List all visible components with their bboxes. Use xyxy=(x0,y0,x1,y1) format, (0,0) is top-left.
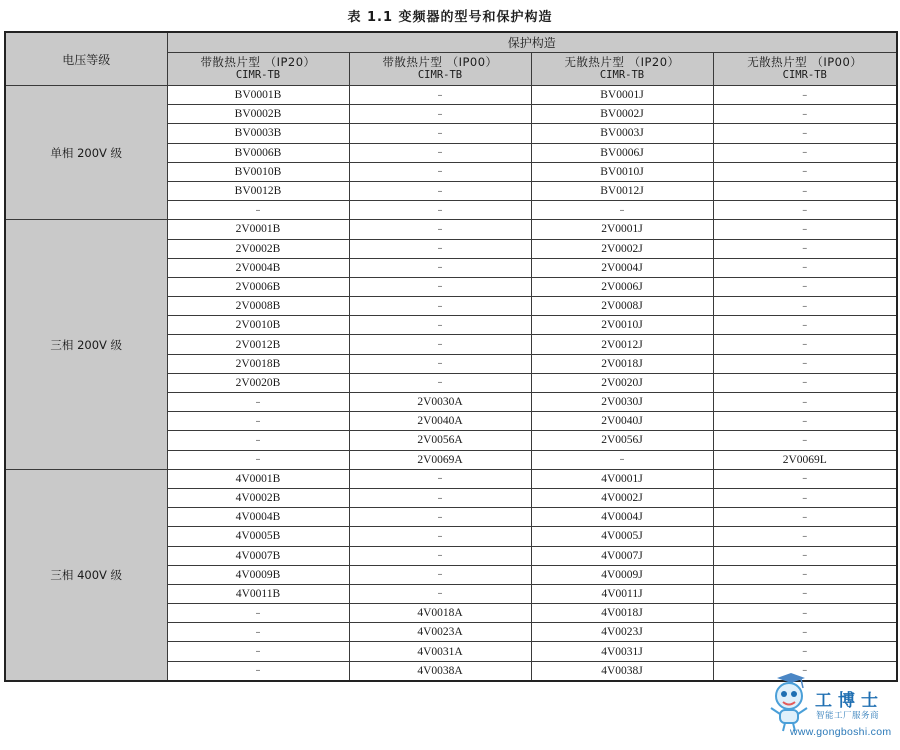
model-cell: 4V0002J xyxy=(531,488,713,507)
model-cell: – xyxy=(349,508,531,527)
model-cell: – xyxy=(349,527,531,546)
model-cell: 2V0001B xyxy=(167,220,349,239)
model-cell: – xyxy=(713,181,897,200)
watermark-subtitle: 智能工厂服务商 xyxy=(816,711,880,721)
model-cell: 2V0004J xyxy=(531,258,713,277)
model-cell: – xyxy=(349,584,531,603)
model-cell: – xyxy=(167,604,349,623)
model-cell: – xyxy=(713,335,897,354)
model-cell: 2V0012J xyxy=(531,335,713,354)
header-col-3 xyxy=(531,53,713,86)
table-caption: 表 1.1 变频器的型号和保护构造 xyxy=(347,10,553,25)
model-cell: BV0012J xyxy=(531,181,713,200)
model-cell: BV0006J xyxy=(531,143,713,162)
model-cell: 2V0030J xyxy=(531,393,713,412)
model-cell: 2V0020J xyxy=(531,373,713,392)
model-cell: – xyxy=(349,373,531,392)
model-cell: – xyxy=(349,297,531,316)
model-cell: 2V0012B xyxy=(167,335,349,354)
model-cell: – xyxy=(713,584,897,603)
model-cell: – xyxy=(713,220,897,239)
header-col-3-series: CIMR-TB xyxy=(599,69,645,81)
model-cell: 2V0069A xyxy=(349,450,531,469)
model-cell: BV0010J xyxy=(531,162,713,181)
model-cell: – xyxy=(349,124,531,143)
model-cell: – xyxy=(713,488,897,507)
header-protection: 保护构造 xyxy=(167,32,897,53)
model-cell: – xyxy=(531,201,713,220)
model-cell: – xyxy=(713,431,897,450)
model-cell: 4V0011J xyxy=(531,584,713,603)
model-cell: 4V0009B xyxy=(167,565,349,584)
model-protection-table xyxy=(4,31,898,682)
model-cell: 2V0001J xyxy=(531,220,713,239)
model-cell: – xyxy=(713,162,897,181)
model-cell: 4V0038J xyxy=(531,661,713,681)
model-cell: – xyxy=(713,373,897,392)
model-cell: – xyxy=(713,469,897,488)
model-cell: 2V0020B xyxy=(167,373,349,392)
header-col-4-series: CIMR-TB xyxy=(782,69,827,81)
model-cell: – xyxy=(713,258,897,277)
model-cell: – xyxy=(713,527,897,546)
table-row xyxy=(5,86,897,105)
model-cell: 2V0018B xyxy=(167,354,349,373)
model-cell: – xyxy=(167,201,349,220)
model-cell: 4V0007J xyxy=(531,546,713,565)
model-cell: BV0002J xyxy=(531,105,713,124)
header-col-2 xyxy=(349,53,531,86)
model-cell: 4V0005J xyxy=(531,527,713,546)
model-cell: 4V0001J xyxy=(531,469,713,488)
model-cell: 2V0018J xyxy=(531,354,713,373)
table-row xyxy=(5,469,897,488)
model-cell: 4V0018J xyxy=(531,604,713,623)
model-cell: – xyxy=(349,316,531,335)
model-cell: – xyxy=(349,354,531,373)
robot-mascot-icon xyxy=(765,672,815,734)
model-cell: 2V0030A xyxy=(349,393,531,412)
model-cell: – xyxy=(349,86,531,105)
model-cell: – xyxy=(713,277,897,296)
model-cell: 2V0040A xyxy=(349,412,531,431)
model-cell: – xyxy=(713,604,897,623)
model-cell: 4V0011B xyxy=(167,584,349,603)
model-cell: – xyxy=(713,201,897,220)
header-col-1-type: 带散热片型 （IP20） xyxy=(200,55,316,69)
model-cell: 2V0008J xyxy=(531,297,713,316)
model-cell: – xyxy=(349,220,531,239)
model-cell: – xyxy=(713,143,897,162)
model-cell: BV0010B xyxy=(167,162,349,181)
model-cell: 4V0001B xyxy=(167,469,349,488)
model-cell: 2V0010B xyxy=(167,316,349,335)
model-cell: 2V0010J xyxy=(531,316,713,335)
model-cell: 4V0007B xyxy=(167,546,349,565)
model-cell: 4V0023J xyxy=(531,623,713,642)
model-cell: 4V0031J xyxy=(531,642,713,661)
model-cell: BV0001B xyxy=(167,86,349,105)
model-cell: – xyxy=(167,661,349,681)
model-cell: BV0006B xyxy=(167,143,349,162)
header-col-2-type: 带散热片型 （IP00） xyxy=(382,55,498,69)
model-cell: 2V0008B xyxy=(167,297,349,316)
model-cell: 2V0004B xyxy=(167,258,349,277)
header-col-3-type: 无散热片型 （IP20） xyxy=(564,55,680,69)
model-cell: 4V0038A xyxy=(349,661,531,681)
header-col-4 xyxy=(713,53,897,86)
model-cell: – xyxy=(167,412,349,431)
model-cell: – xyxy=(713,297,897,316)
model-cell: 4V0031A xyxy=(349,642,531,661)
model-cell: – xyxy=(713,354,897,373)
model-cell: – xyxy=(349,277,531,296)
header-col-4-type: 无散热片型 （IP00） xyxy=(747,55,863,69)
model-cell: – xyxy=(713,393,897,412)
model-cell: – xyxy=(713,661,897,681)
model-cell: – xyxy=(713,546,897,565)
model-cell: – xyxy=(713,239,897,258)
model-cell: – xyxy=(349,469,531,488)
model-cell: – xyxy=(349,239,531,258)
model-cell: – xyxy=(531,450,713,469)
model-cell: – xyxy=(167,642,349,661)
table-row xyxy=(5,220,897,239)
model-cell: 4V0018A xyxy=(349,604,531,623)
model-cell: BV0003J xyxy=(531,124,713,143)
table-body xyxy=(5,86,897,681)
model-cell: – xyxy=(349,162,531,181)
model-cell: – xyxy=(713,105,897,124)
model-cell: – xyxy=(349,488,531,507)
model-cell: – xyxy=(713,623,897,642)
model-cell: BV0001J xyxy=(531,86,713,105)
model-cell: BV0002B xyxy=(167,105,349,124)
header-col-1 xyxy=(167,53,349,86)
model-cell: BV0003B xyxy=(167,124,349,143)
model-cell: – xyxy=(167,450,349,469)
model-cell: 2V0056J xyxy=(531,431,713,450)
voltage-class-label: 单相 200V 级 xyxy=(5,86,167,220)
watermark-url[interactable]: www.gongboshi.com xyxy=(790,726,892,738)
model-cell: 2V0006B xyxy=(167,277,349,296)
model-cell: 2V0040J xyxy=(531,412,713,431)
model-cell: – xyxy=(713,642,897,661)
model-cell: – xyxy=(349,258,531,277)
model-cell: 4V0023A xyxy=(349,623,531,642)
model-cell: – xyxy=(349,565,531,584)
voltage-class-label: 三相 200V 级 xyxy=(5,220,167,469)
model-cell: BV0012B xyxy=(167,181,349,200)
model-cell: – xyxy=(349,105,531,124)
model-cell: – xyxy=(167,393,349,412)
model-cell: 4V0005B xyxy=(167,527,349,546)
model-cell: 4V0004J xyxy=(531,508,713,527)
model-cell: – xyxy=(349,546,531,565)
model-cell: – xyxy=(713,508,897,527)
header-col-1-series: CIMR-TB xyxy=(235,69,281,81)
model-cell: – xyxy=(713,316,897,335)
model-cell: – xyxy=(713,86,897,105)
model-cell: – xyxy=(713,565,897,584)
model-cell: – xyxy=(349,143,531,162)
model-cell: 4V0002B xyxy=(167,488,349,507)
voltage-class-label: 三相 400V 级 xyxy=(5,469,167,681)
header-col-2-series: CIMR-TB xyxy=(417,69,463,81)
model-cell: – xyxy=(713,412,897,431)
model-cell: – xyxy=(167,431,349,450)
model-cell: 2V0002J xyxy=(531,239,713,258)
model-cell: – xyxy=(349,181,531,200)
header-voltage-class: 电压等级 xyxy=(5,32,167,86)
model-cell: – xyxy=(349,335,531,354)
model-cell: 2V0002B xyxy=(167,239,349,258)
model-cell: – xyxy=(167,623,349,642)
model-cell: – xyxy=(713,124,897,143)
model-cell: 2V0069L xyxy=(713,450,897,469)
model-cell: 2V0006J xyxy=(531,277,713,296)
model-cell: 2V0056A xyxy=(349,431,531,450)
watermark-title: 工博士 xyxy=(815,691,884,711)
model-cell: – xyxy=(349,201,531,220)
model-cell: 4V0009J xyxy=(531,565,713,584)
model-cell: 4V0004B xyxy=(167,508,349,527)
